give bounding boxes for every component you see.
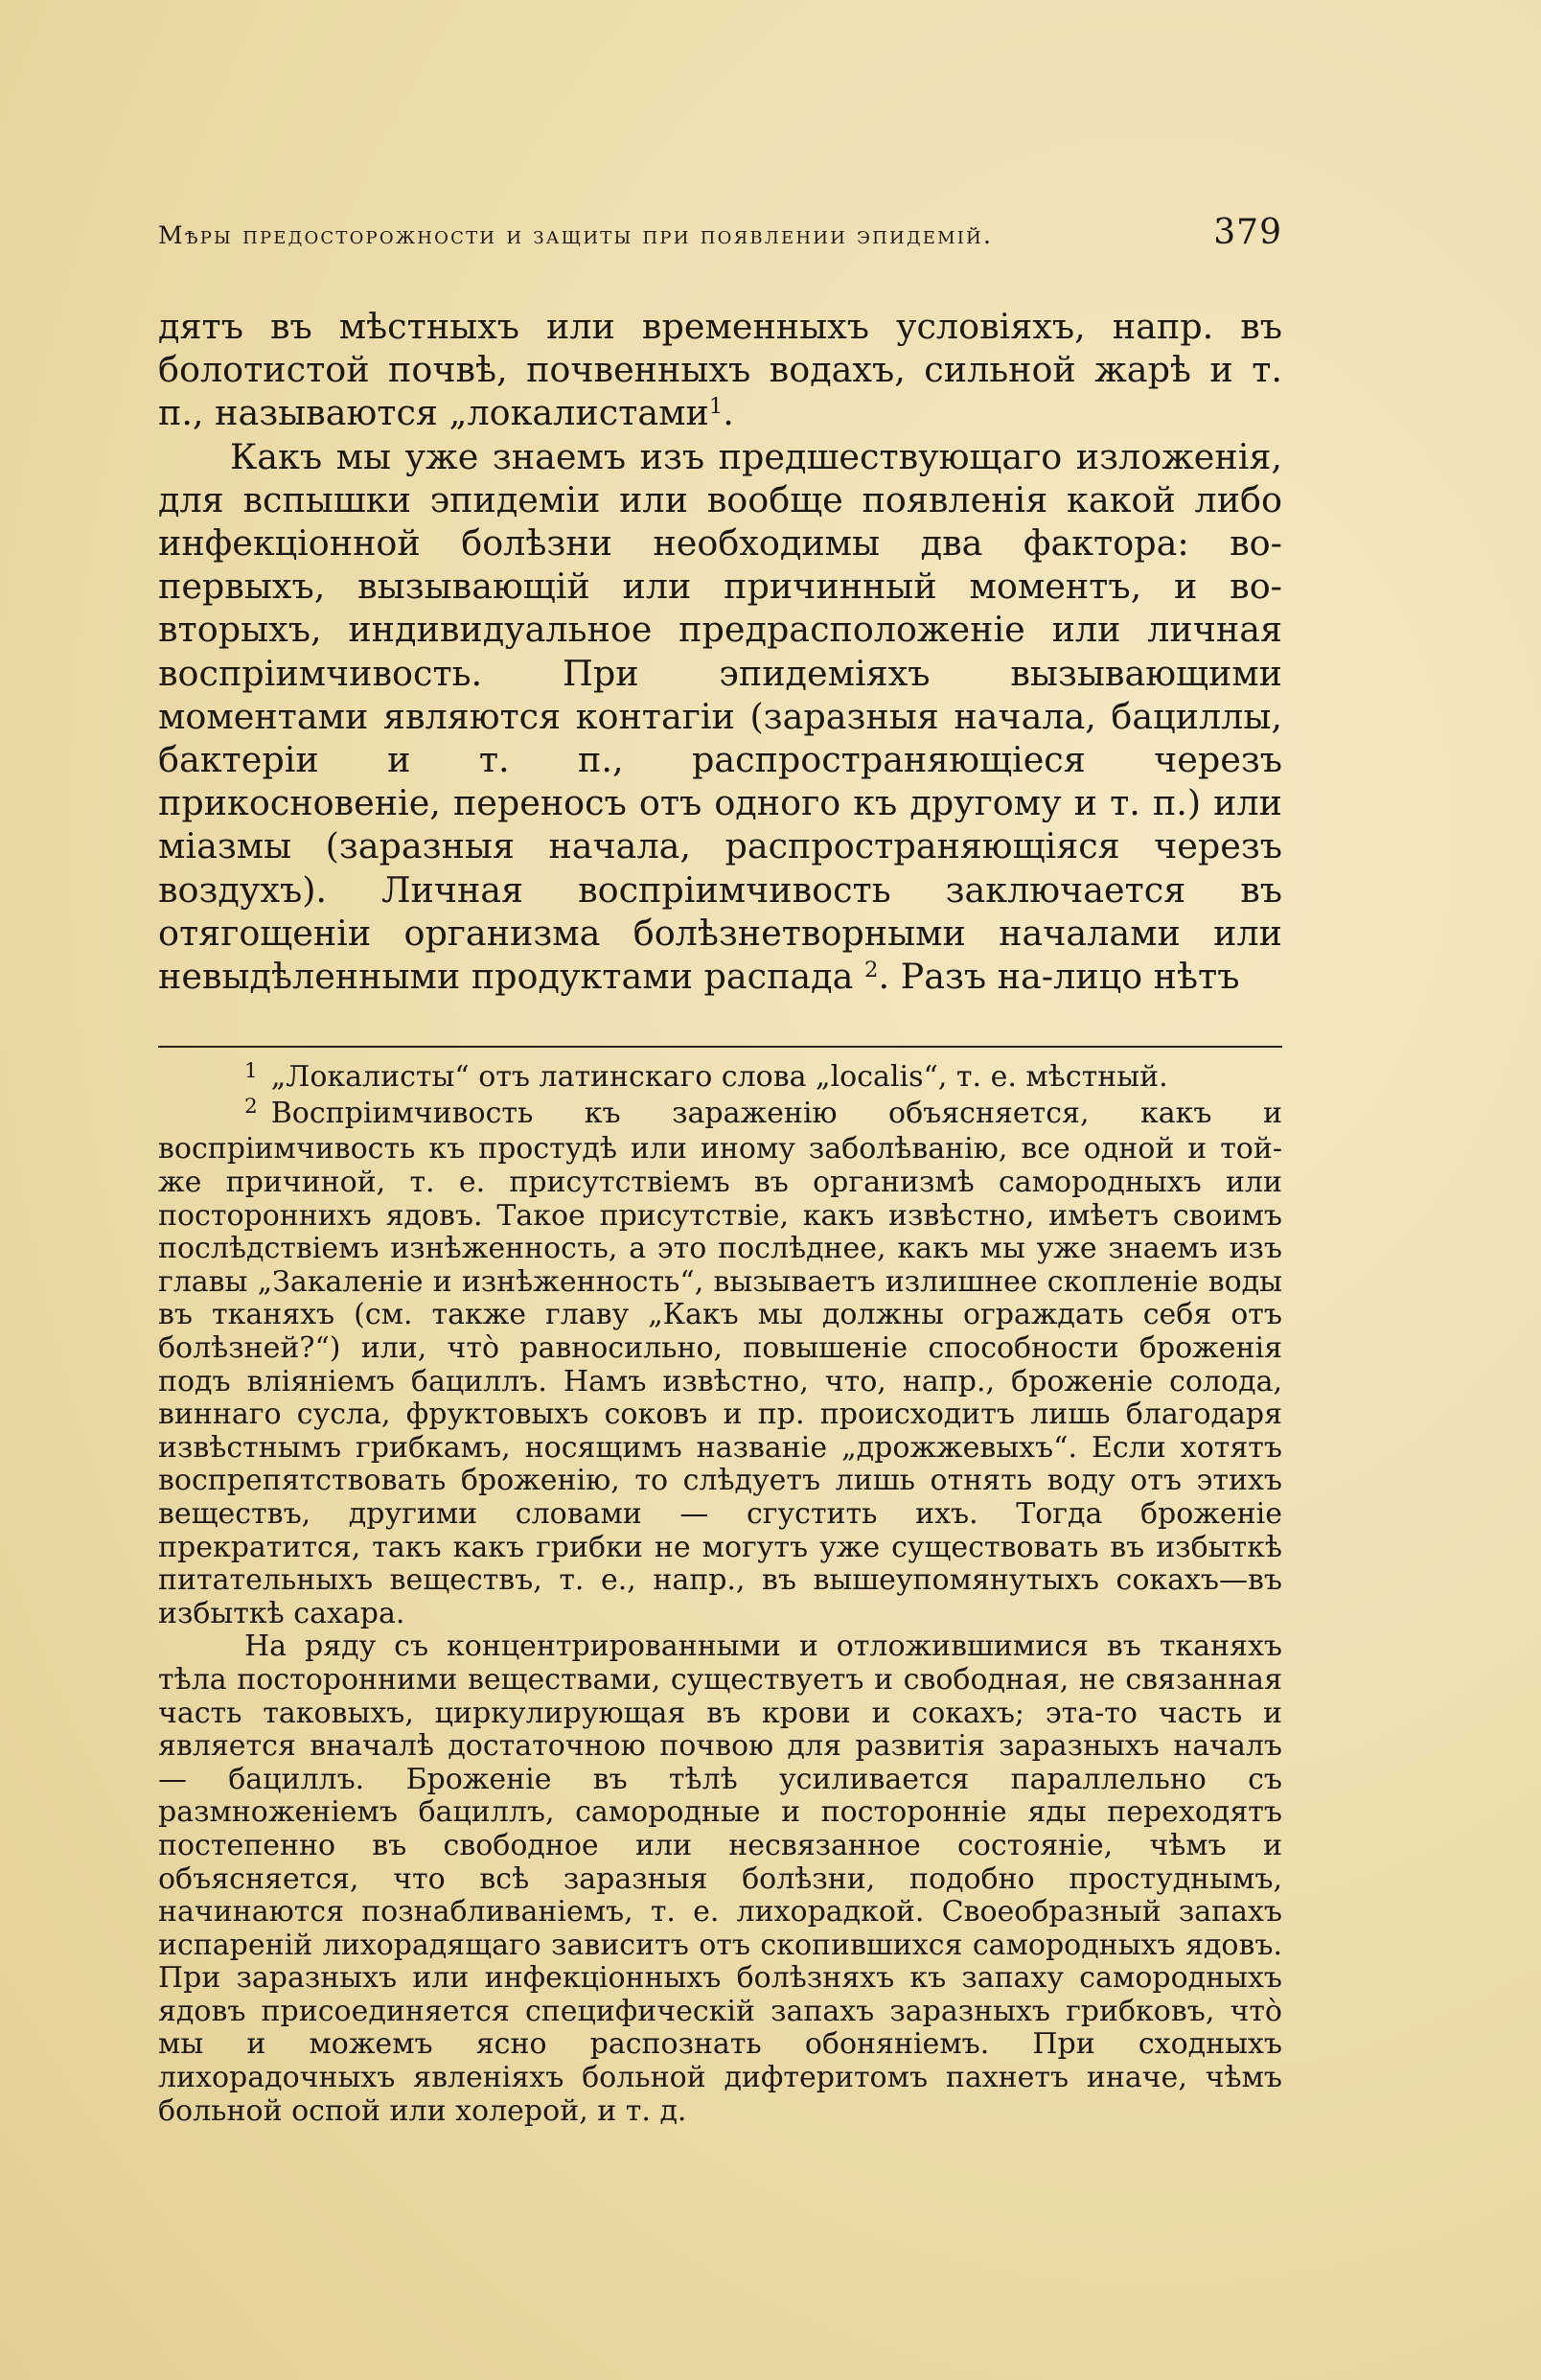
footnote-reference: 2 xyxy=(864,957,879,982)
paragraph-tail: . xyxy=(723,392,734,434)
running-title: Мѣры предосторожности и защиты при появлении эпидемій. xyxy=(158,221,994,249)
paragraph xyxy=(158,305,1282,435)
paragraph-tail: . Разъ на-лицо нѣтъ xyxy=(878,956,1240,998)
paragraph xyxy=(158,435,1282,999)
footnote xyxy=(158,1095,1282,1631)
paragraph-text: дятъ въ мѣстныхъ или временныхъ условіяхъ, напр. въ болотистой почвѣ, почвенныхъ водахъ, сильной жарѣ и т. п., называются „локалистами xyxy=(158,306,1282,434)
body-text xyxy=(158,305,1282,998)
footnote-text: „Локалисты“ отъ латинскаго слова „localis“, т. е. мѣстный. xyxy=(270,1060,1168,1095)
footnote-mark: 1 xyxy=(244,1058,258,1083)
paragraph-text: Какъ мы уже знаемъ изъ предшествующаго изложенія, для вспышки эпидеміи или вообще появленія какой либо инфекціонной болѣзни необходимы два фактора: во-первыхъ, вызывающій или причинный моментъ, и во-вторыхъ, индивидуальное предрасположеніе или личная воспріимчивость. При эпидеміяхъ вызывающими моментами являются контагіи (заразныя начала, бациллы, бактеріи и т. п., распространяющіеся черезъ прикосновеніе, переносъ отъ одного къ другому и т. п.) или міазмы (заразныя начала, распространяющіяся черезъ воздухъ). Личная воспріимчивость заключается въ отягощеніи организма болѣзнетворными началами или невыдѣленными продуктами распада xyxy=(158,435,1282,998)
book-page xyxy=(158,213,1282,2128)
footnote xyxy=(158,1058,1282,1098)
running-header xyxy=(158,213,1282,266)
footnote-separator xyxy=(158,1046,1282,1048)
footnotes xyxy=(158,1058,1282,2128)
footnote-continuation: На ряду съ концентрированными и отложившимися въ тканяхъ тѣла посторонними веществами, существуетъ и свободная, не связанная часть таковыхъ, циркулирующая въ крови и сокахъ; эта-то часть и является вначалѣ достаточною почвою для развитія заразныхъ началъ — бациллъ. Броженіе въ тѣлѣ усиливается параллельно съ размноженіемъ бациллъ, самородные и посторонніе яды переходятъ постепенно въ свободное или несвязанное состояніе, чѣмъ и объясняется, что всѣ заразныя болѣзни, подобно простуднымъ, начинаются познабливаніемъ, т. е. лихорадкой. Своеобразный запахъ испареній лихорадящаго зависитъ отъ скопившихся самородныхъ ядовъ. При заразныхъ или инфекціонныхъ болѣзняхъ къ запаху самородныхъ ядовъ присоединяется специфическій запахъ заразныхъ грибковъ, что̀ мы и можемъ ясно распознать обоняніемъ. При сходныхъ лихорадочныхъ явленіяхъ больной дифтеритомъ пахнетъ иначе, чѣмъ больной оспой или холерой, и т. д. xyxy=(158,1629,1282,2128)
page-number: 379 xyxy=(1213,213,1282,252)
footnote-reference: 1 xyxy=(708,393,724,419)
footnote-mark: 2 xyxy=(244,1095,258,1120)
footnote-text: Воспріимчивость къ зараженію объясняется, какъ и воспріимчивость къ простудѣ или иному заболѣванію, все одной и той-же причиной, т. е. присутствіемъ въ организмѣ самородныхъ или постороннихъ ядовъ. Такое присутствіе, какъ извѣстно, имѣетъ своимъ послѣдствіемъ изнѣженность, а это послѣднее, какъ мы уже знаемъ изъ главы „Закаленіе и изнѣженность“, вызываетъ излишнее скопленіе воды въ тканяхъ (см. также главу „Какъ мы должны ограждать себя отъ болѣзней?“) или, что̀ равносильно, повышеніе способности броженія подъ вліяніемъ бациллъ. Намъ извѣстно, что, напр., броженіе солода, виннаго сусла, фруктовыхъ соковъ и пр. происходитъ лишь благодаря извѣстнымъ грибкамъ, носящимъ названіе „дрожжевыхъ“. Если хотятъ воспрепятствовать броженію, то слѣдуетъ лишь отнять воду отъ этихъ веществъ, другими словами — сгустить ихъ. Тогда броженіе прекратится, такъ какъ грибки не могутъ уже существовать въ избыткѣ питательныхъ веществъ, т. е., напр., въ вышеупомянутыхъ сокахъ—въ избыткѣ сахара. xyxy=(158,1096,1282,1630)
